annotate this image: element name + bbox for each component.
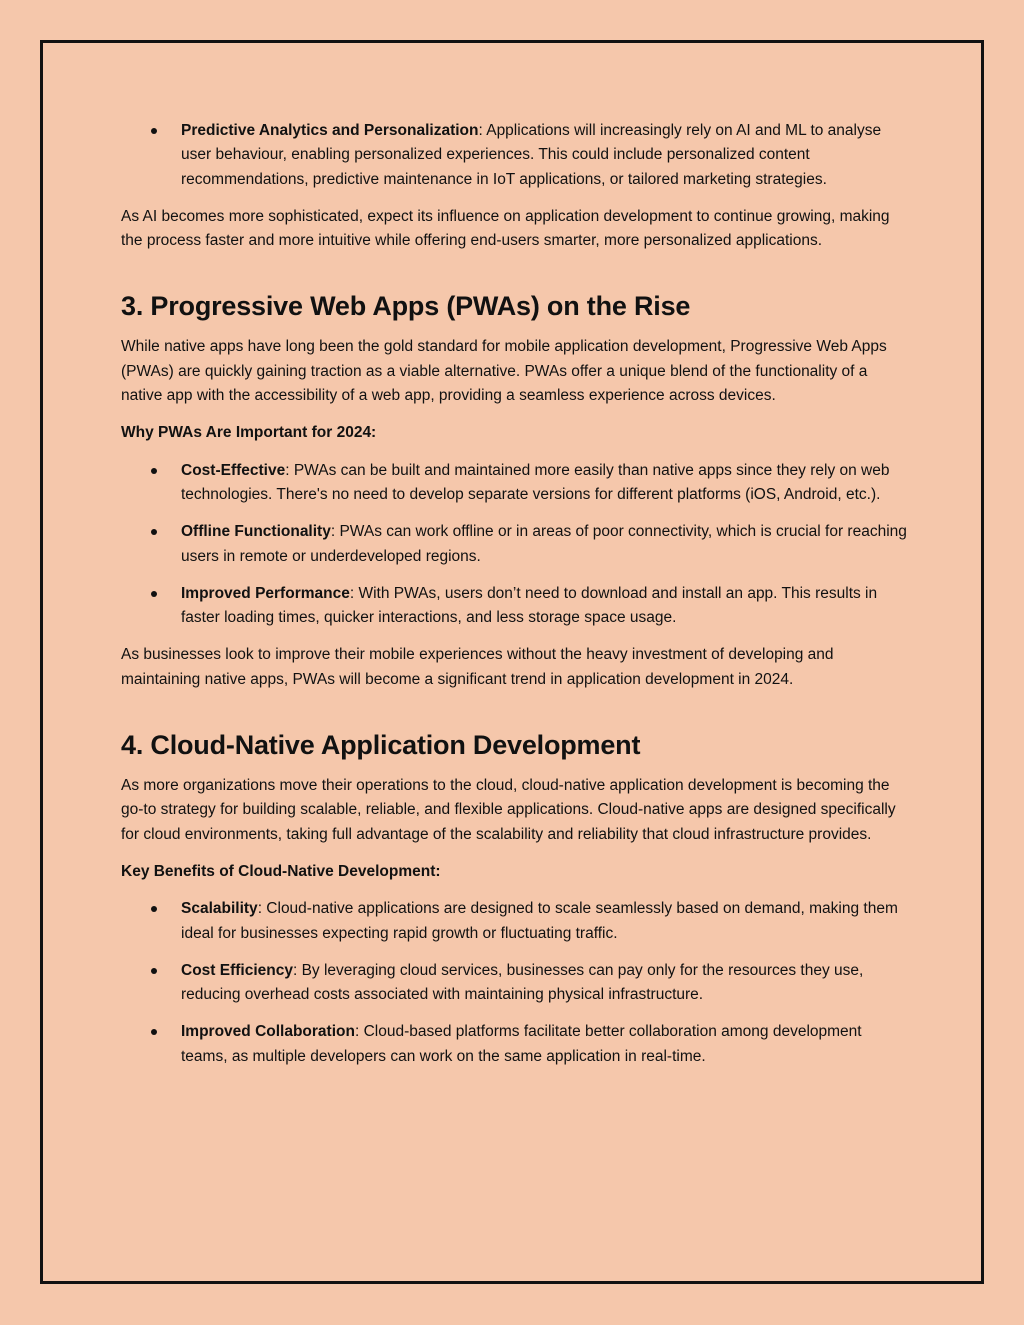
list-item-term: Offline Functionality — [181, 523, 331, 541]
list-item-term: Cost-Effective — [181, 461, 286, 479]
ai-conclusion-paragraph: As AI becomes more sophisticated, expect its influence on application development to continue growing, making the process faster and more intuitive while offering end-users smarter, more personalized applications. — [121, 207, 890, 250]
section-4-subheading: Key Benefits of Cloud-Native Development: — [121, 862, 441, 880]
list-item-text: : PWAs can work offline or in areas of poor connectivity, which is crucial for reaching users in remote or underdeveloped regions. — [181, 523, 907, 565]
list-item-text: : With PWAs, users don’t need to download and install an app. This results in faster loading times, quicker interactions, and less storage space usage. — [181, 584, 878, 627]
document-body — [121, 119, 911, 1082]
list-item — [121, 520, 911, 569]
cloud-native-benefits-list — [121, 897, 911, 1069]
list-item — [121, 1020, 911, 1069]
list-item-text: : Cloud-based platforms facilitate better collaboration among development teams, as multiple developers can work on the same application in real-time. — [181, 1023, 862, 1065]
list-item — [121, 897, 911, 946]
section-3-heading: 3. Progressive Web Apps (PWAs) on the Rise — [121, 291, 691, 322]
list-item — [121, 459, 911, 508]
ai-benefits-list — [121, 119, 911, 192]
section-3-subheading: Why PWAs Are Important for 2024: — [121, 424, 377, 442]
list-item-text: : By leveraging cloud services, businesses can pay only for the resources they use, reducing overhead costs associated with maintaining physical infrastructure. — [181, 961, 864, 1004]
list-item — [121, 582, 911, 631]
pwa-benefits-list — [121, 459, 911, 631]
list-item-term: Improved Collaboration — [181, 1023, 355, 1041]
list-item — [121, 119, 911, 192]
list-item-term: Cost Efficiency — [181, 961, 293, 979]
list-item-text: : PWAs can be built and maintained more easily than native apps since they rely on web technologies. There's no need to develop separate versions for different platforms (iOS, Android, etc.). — [181, 461, 890, 503]
list-item-term: Scalability — [181, 900, 258, 918]
list-item — [121, 959, 911, 1008]
list-item-term: Predictive Analytics and Personalization — [181, 122, 479, 139]
list-item-text: : Applications will increasingly rely on AI and ML to analyse user behaviour, enabling personalized experiences. This could include personalized content recommendations, predictive maintenance in IoT applications, or tailored marketing strategies. — [181, 122, 882, 188]
section-3-conclusion: As businesses look to improve their mobile experiences without the heavy investment of developing and maintaining native apps, PWAs will become a significant trend in application development in 2024. — [121, 646, 834, 688]
section-3-paragraph: While native apps have long been the gold standard for mobile application development, Progressive Web Apps (PWAs) are quickly gaining traction as a viable alternative. PWAs offer a unique blend of the functionality of a native app with the accessibility of a web app, providing a seamless experience across devices. — [121, 338, 887, 405]
list-item-term: Improved Performance — [181, 584, 350, 602]
section-4-heading: 4. Cloud-Native Application Development — [121, 730, 641, 761]
list-item-text: : Cloud-native applications are designed to scale seamlessly based on demand, making them ideal for businesses expecting rapid growth or fluctuating traffic. — [181, 900, 898, 942]
section-4-paragraph: As more organizations move their operations to the cloud, cloud-native application development is becoming the go-to strategy for building scalable, reliable, and flexible applications. Cloud-native apps are designed specifically for cloud environments, taking full advantage of the scalability and reliability that cloud infrastructure provides. — [121, 777, 896, 843]
